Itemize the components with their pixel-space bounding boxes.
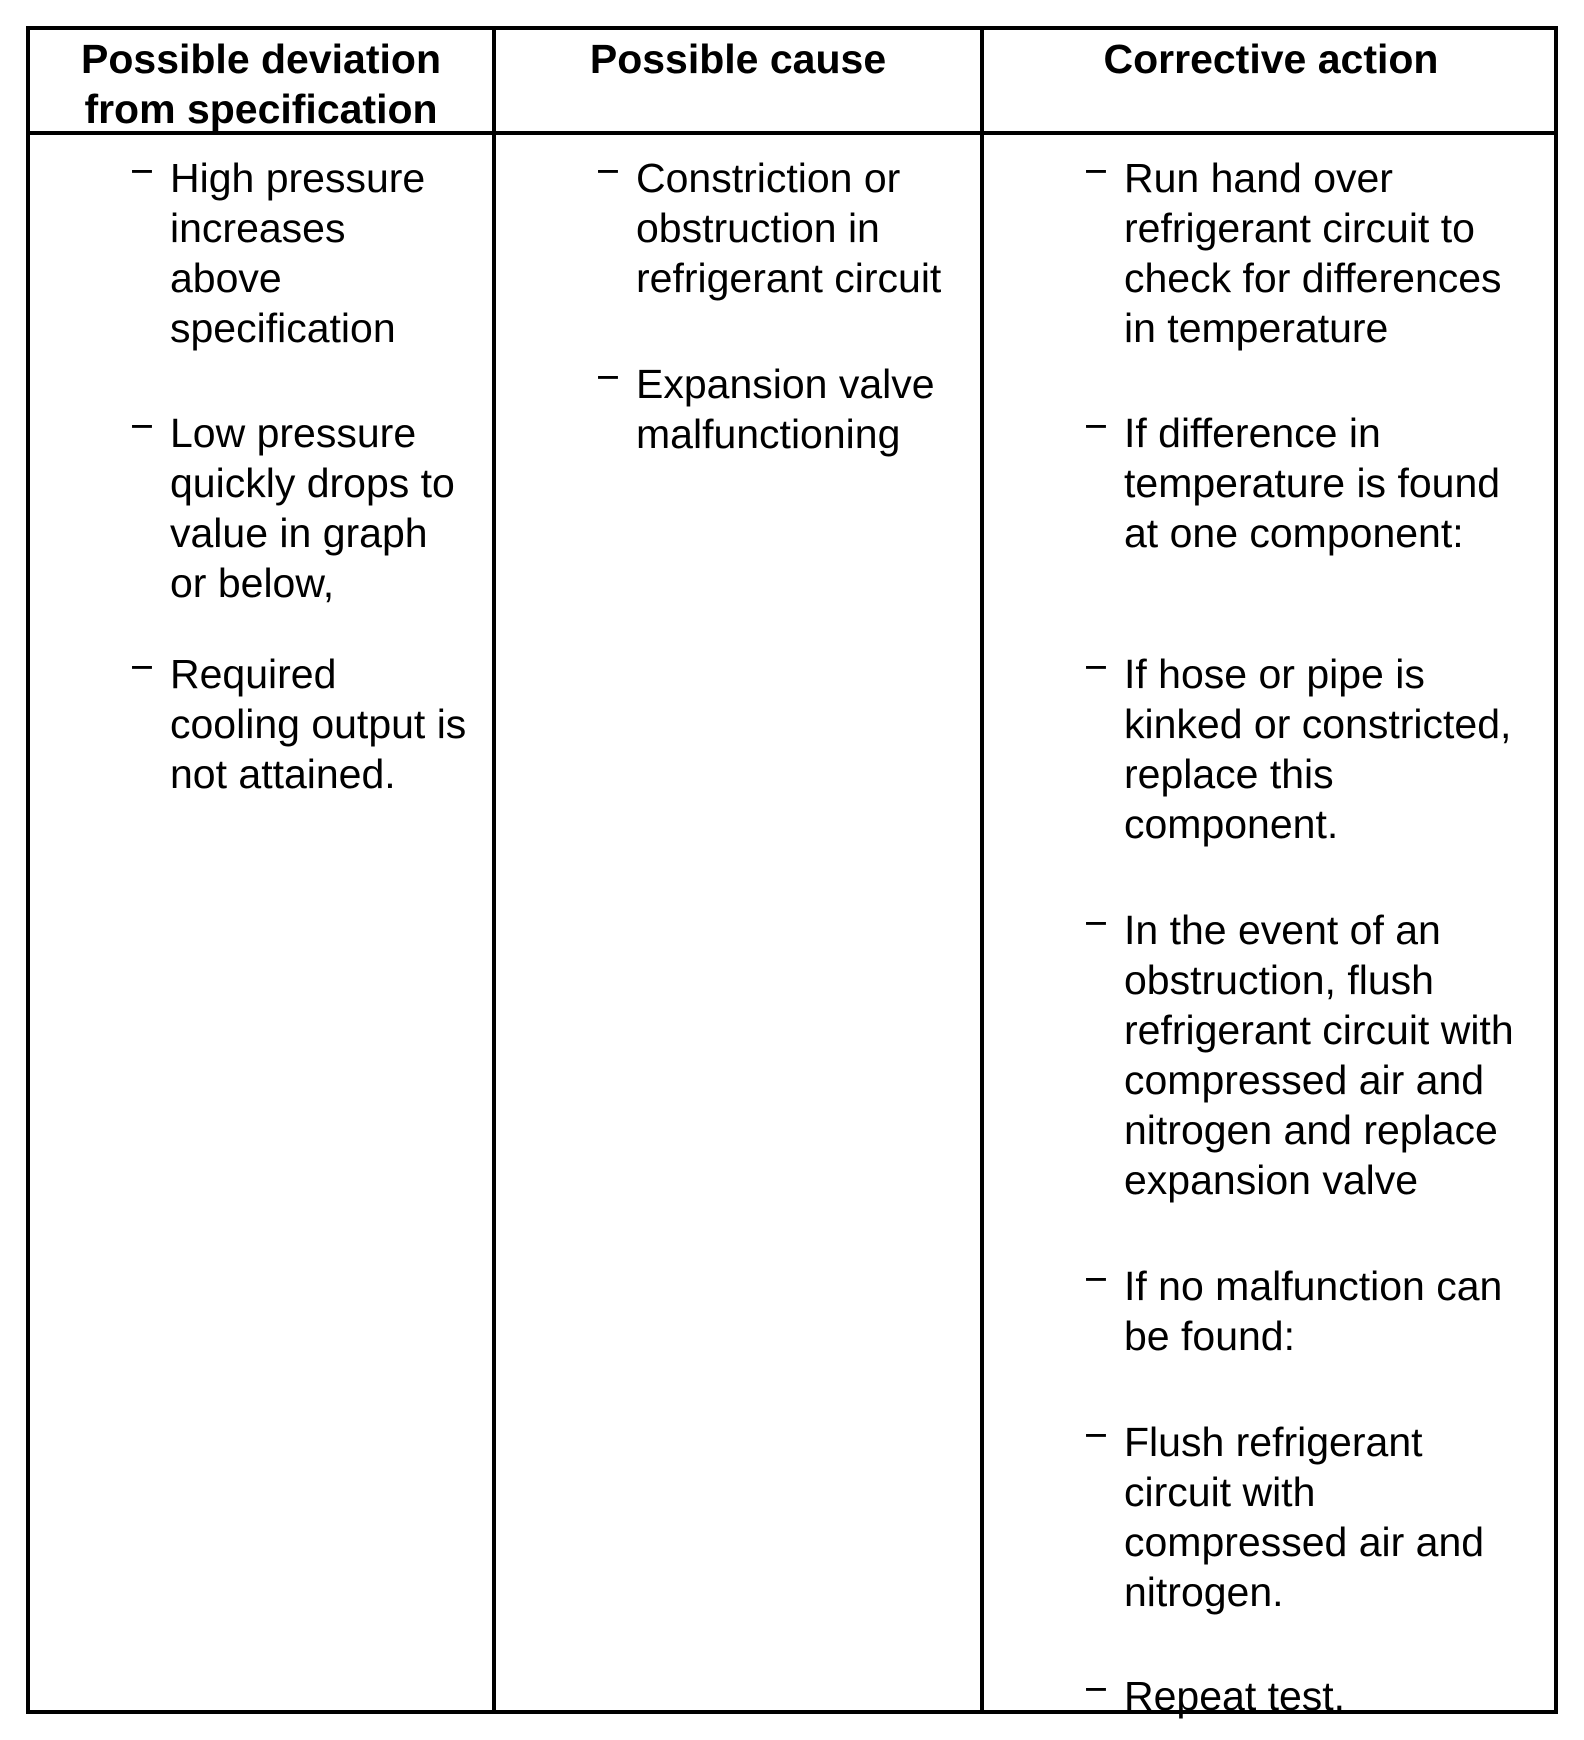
action-text: Repeat test. xyxy=(1124,1673,1346,1719)
list-item xyxy=(130,644,492,799)
dash-bullet-icon: − xyxy=(1084,403,1108,449)
dash-bullet-icon: − xyxy=(130,148,154,194)
dash-bullet-icon: − xyxy=(596,354,620,400)
action-text: Run hand over refrigerant circuit to check for differences in temperature xyxy=(1124,155,1502,351)
list-item xyxy=(596,148,980,303)
header-corrective-action xyxy=(984,30,1558,131)
troubleshooting-table xyxy=(26,26,1558,1719)
dash-bullet-icon: − xyxy=(130,644,154,690)
cause-column xyxy=(596,135,980,1710)
action-text: If no malfunction can be found: xyxy=(1124,1263,1503,1359)
deviation-text: High pressure increases above specification xyxy=(170,155,426,351)
dash-bullet-icon: − xyxy=(1084,644,1108,690)
list-item xyxy=(130,403,492,608)
header-possible-cause xyxy=(496,30,980,131)
deviation-text: Low pressure quickly drops to value in graph or below, xyxy=(170,410,455,606)
list-item xyxy=(1084,1666,1558,1721)
action-column xyxy=(1084,135,1558,1719)
list-item xyxy=(130,148,492,353)
header-action-label: Corrective action xyxy=(1103,36,1439,82)
list-item xyxy=(1084,644,1558,849)
action-text: Flush refrigerant circuit with compressed air and nitrogen. xyxy=(1124,1419,1485,1615)
header-possible-deviation xyxy=(30,30,492,131)
list-item xyxy=(596,354,980,459)
action-text: If difference in temperature is found at one component: xyxy=(1124,410,1501,556)
list-item xyxy=(1084,1412,1558,1617)
deviation-text: Required cooling output is not attained. xyxy=(170,651,467,797)
dash-bullet-icon: − xyxy=(1084,1256,1108,1302)
dash-bullet-icon: − xyxy=(130,403,154,449)
header-deviation-label: Possible deviation from specification xyxy=(81,36,441,132)
action-text: In the event of an obstruction, flush refrigerant circuit with compressed air and nitrogen and replace expansion valve xyxy=(1124,907,1514,1203)
cause-text: Constriction or obstruction in refrigerant circuit xyxy=(636,155,942,301)
dash-bullet-icon: − xyxy=(1084,1412,1108,1458)
deviation-column xyxy=(130,135,492,1710)
dash-bullet-icon: − xyxy=(1084,1666,1108,1712)
list-item xyxy=(1084,900,1558,1205)
dash-bullet-icon: − xyxy=(1084,148,1108,194)
cause-text: Expansion valve malfunctioning xyxy=(636,361,935,457)
column-divider xyxy=(492,30,496,1710)
list-item xyxy=(1084,148,1558,353)
list-item xyxy=(1084,1256,1558,1361)
dash-bullet-icon: − xyxy=(1084,900,1108,946)
header-cause-label: Possible cause xyxy=(589,36,887,82)
list-item xyxy=(1084,403,1558,558)
dash-bullet-icon: − xyxy=(596,148,620,194)
column-divider xyxy=(980,30,984,1710)
action-text: If hose or pipe is kinked or constricted, replace this component. xyxy=(1124,651,1512,847)
